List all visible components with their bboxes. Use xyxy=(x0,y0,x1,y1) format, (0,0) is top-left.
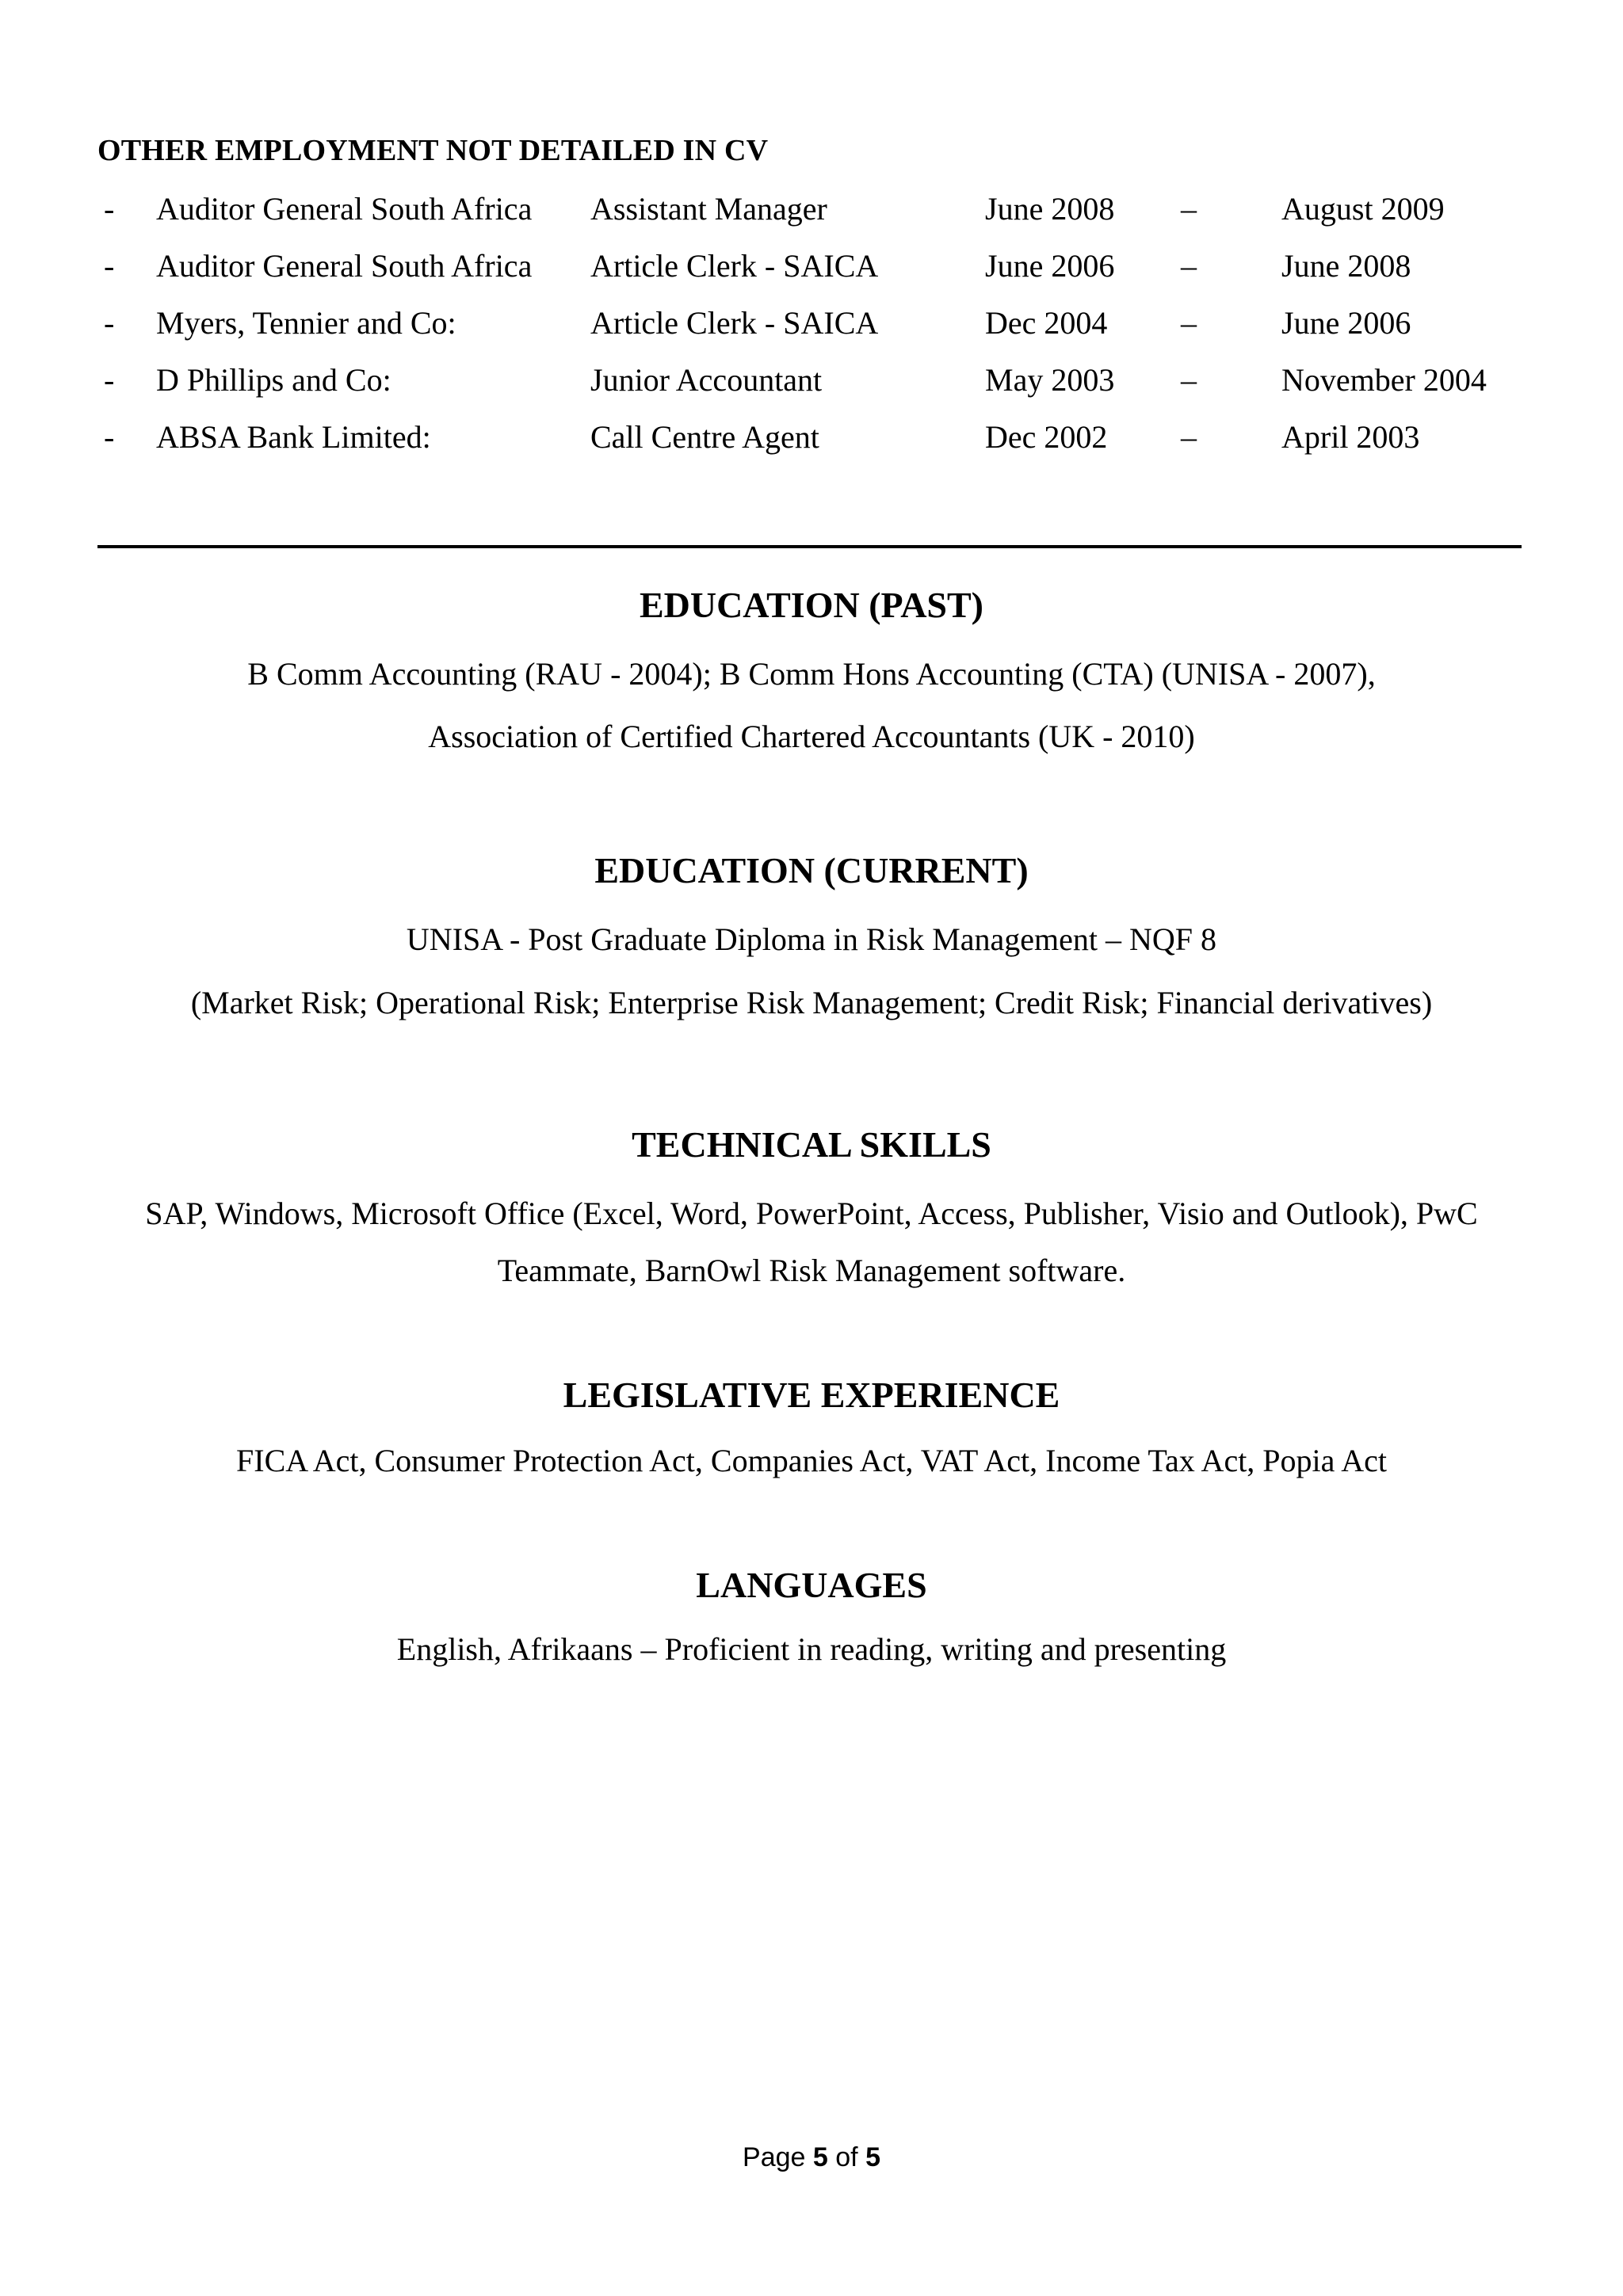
legislative-experience-line-1: FICA Act, Consumer Protection Act, Companies Act, VAT Act, Income Tax Act, Popia Act xyxy=(236,1443,1387,1478)
row-end-date: June 2008 xyxy=(1281,248,1411,284)
row-organisation: Auditor General South Africa xyxy=(156,248,533,284)
employment-row xyxy=(0,418,1623,466)
row-role: Call Centre Agent xyxy=(590,419,819,455)
education-current-title: EDUCATION (CURRENT) xyxy=(594,850,1029,891)
languages-title: LANGUAGES xyxy=(696,1565,927,1605)
row-end-date: April 2003 xyxy=(1281,419,1420,455)
education-past-line-1: B Comm Accounting (RAU - 2004); B Comm Hons Accounting (CTA) (UNISA - 2007), xyxy=(247,656,1376,692)
row-date-separator: – xyxy=(1181,419,1197,455)
technical-skills-line-1: SAP, Windows, Microsoft Office (Excel, Word, PowerPoint, Access, Publisher, Visio and Outlook), PwC xyxy=(145,1196,1478,1231)
row-bullet: - xyxy=(104,419,115,455)
footer-of-word: of xyxy=(835,2142,858,2172)
row-role: Junior Accountant xyxy=(590,362,823,398)
row-end-date: November 2004 xyxy=(1281,362,1487,398)
education-past-title: EDUCATION (PAST) xyxy=(639,585,984,625)
section-divider xyxy=(97,545,1522,548)
row-end-date: June 2006 xyxy=(1281,305,1411,341)
row-organisation: D Phillips and Co: xyxy=(156,362,391,398)
row-role: Assistant Manager xyxy=(590,191,827,227)
row-role: Article Clerk - SAICA xyxy=(590,305,879,341)
row-start-date: June 2006 xyxy=(985,248,1115,284)
row-bullet: - xyxy=(104,191,115,227)
row-start-date: Dec 2002 xyxy=(985,419,1108,455)
employment-row xyxy=(0,247,1623,295)
row-organisation: Myers, Tennier and Co: xyxy=(156,305,456,341)
employment-row xyxy=(0,361,1623,409)
row-start-date: June 2008 xyxy=(985,191,1115,227)
other-employment-heading: OTHER EMPLOYMENT NOT DETAILED IN CV xyxy=(97,134,769,167)
education-current-line-2: (Market Risk; Operational Risk; Enterprise Risk Management; Credit Risk; Financial derivatives) xyxy=(190,985,1433,1020)
row-date-separator: – xyxy=(1181,191,1197,227)
education-past-line-2: Association of Certified Chartered Accountants (UK - 2010) xyxy=(428,719,1195,754)
row-bullet: - xyxy=(104,362,115,398)
education-current-line-1: UNISA - Post Graduate Diploma in Risk Management – NQF 8 xyxy=(406,921,1217,957)
row-organisation: ABSA Bank Limited: xyxy=(156,419,431,455)
footer-current-page: 5 xyxy=(812,2142,828,2172)
row-organisation: Auditor General South Africa xyxy=(156,191,533,227)
row-bullet: - xyxy=(104,248,115,284)
footer-page-word: Page xyxy=(743,2142,806,2172)
languages-line-1: English, Afrikaans – Proficient in reading, writing and presenting xyxy=(396,1631,1227,1667)
employment-row xyxy=(0,304,1623,352)
legislative-experience-title: LEGISLATIVE EXPERIENCE xyxy=(563,1375,1060,1415)
row-end-date: August 2009 xyxy=(1281,191,1445,227)
technical-skills-line-2: Teammate, BarnOwl Risk Management software. xyxy=(497,1253,1126,1288)
row-start-date: May 2003 xyxy=(985,362,1115,398)
row-date-separator: – xyxy=(1181,248,1197,284)
row-start-date: Dec 2004 xyxy=(985,305,1108,341)
technical-skills-title: TECHNICAL SKILLS xyxy=(632,1124,991,1165)
page-footer xyxy=(0,2142,1623,2173)
row-bullet: - xyxy=(104,305,115,341)
row-date-separator: – xyxy=(1181,362,1197,398)
row-role: Article Clerk - SAICA xyxy=(590,248,879,284)
row-date-separator: – xyxy=(1181,305,1197,341)
footer-total-pages: 5 xyxy=(865,2142,880,2172)
employment-row xyxy=(0,190,1623,238)
